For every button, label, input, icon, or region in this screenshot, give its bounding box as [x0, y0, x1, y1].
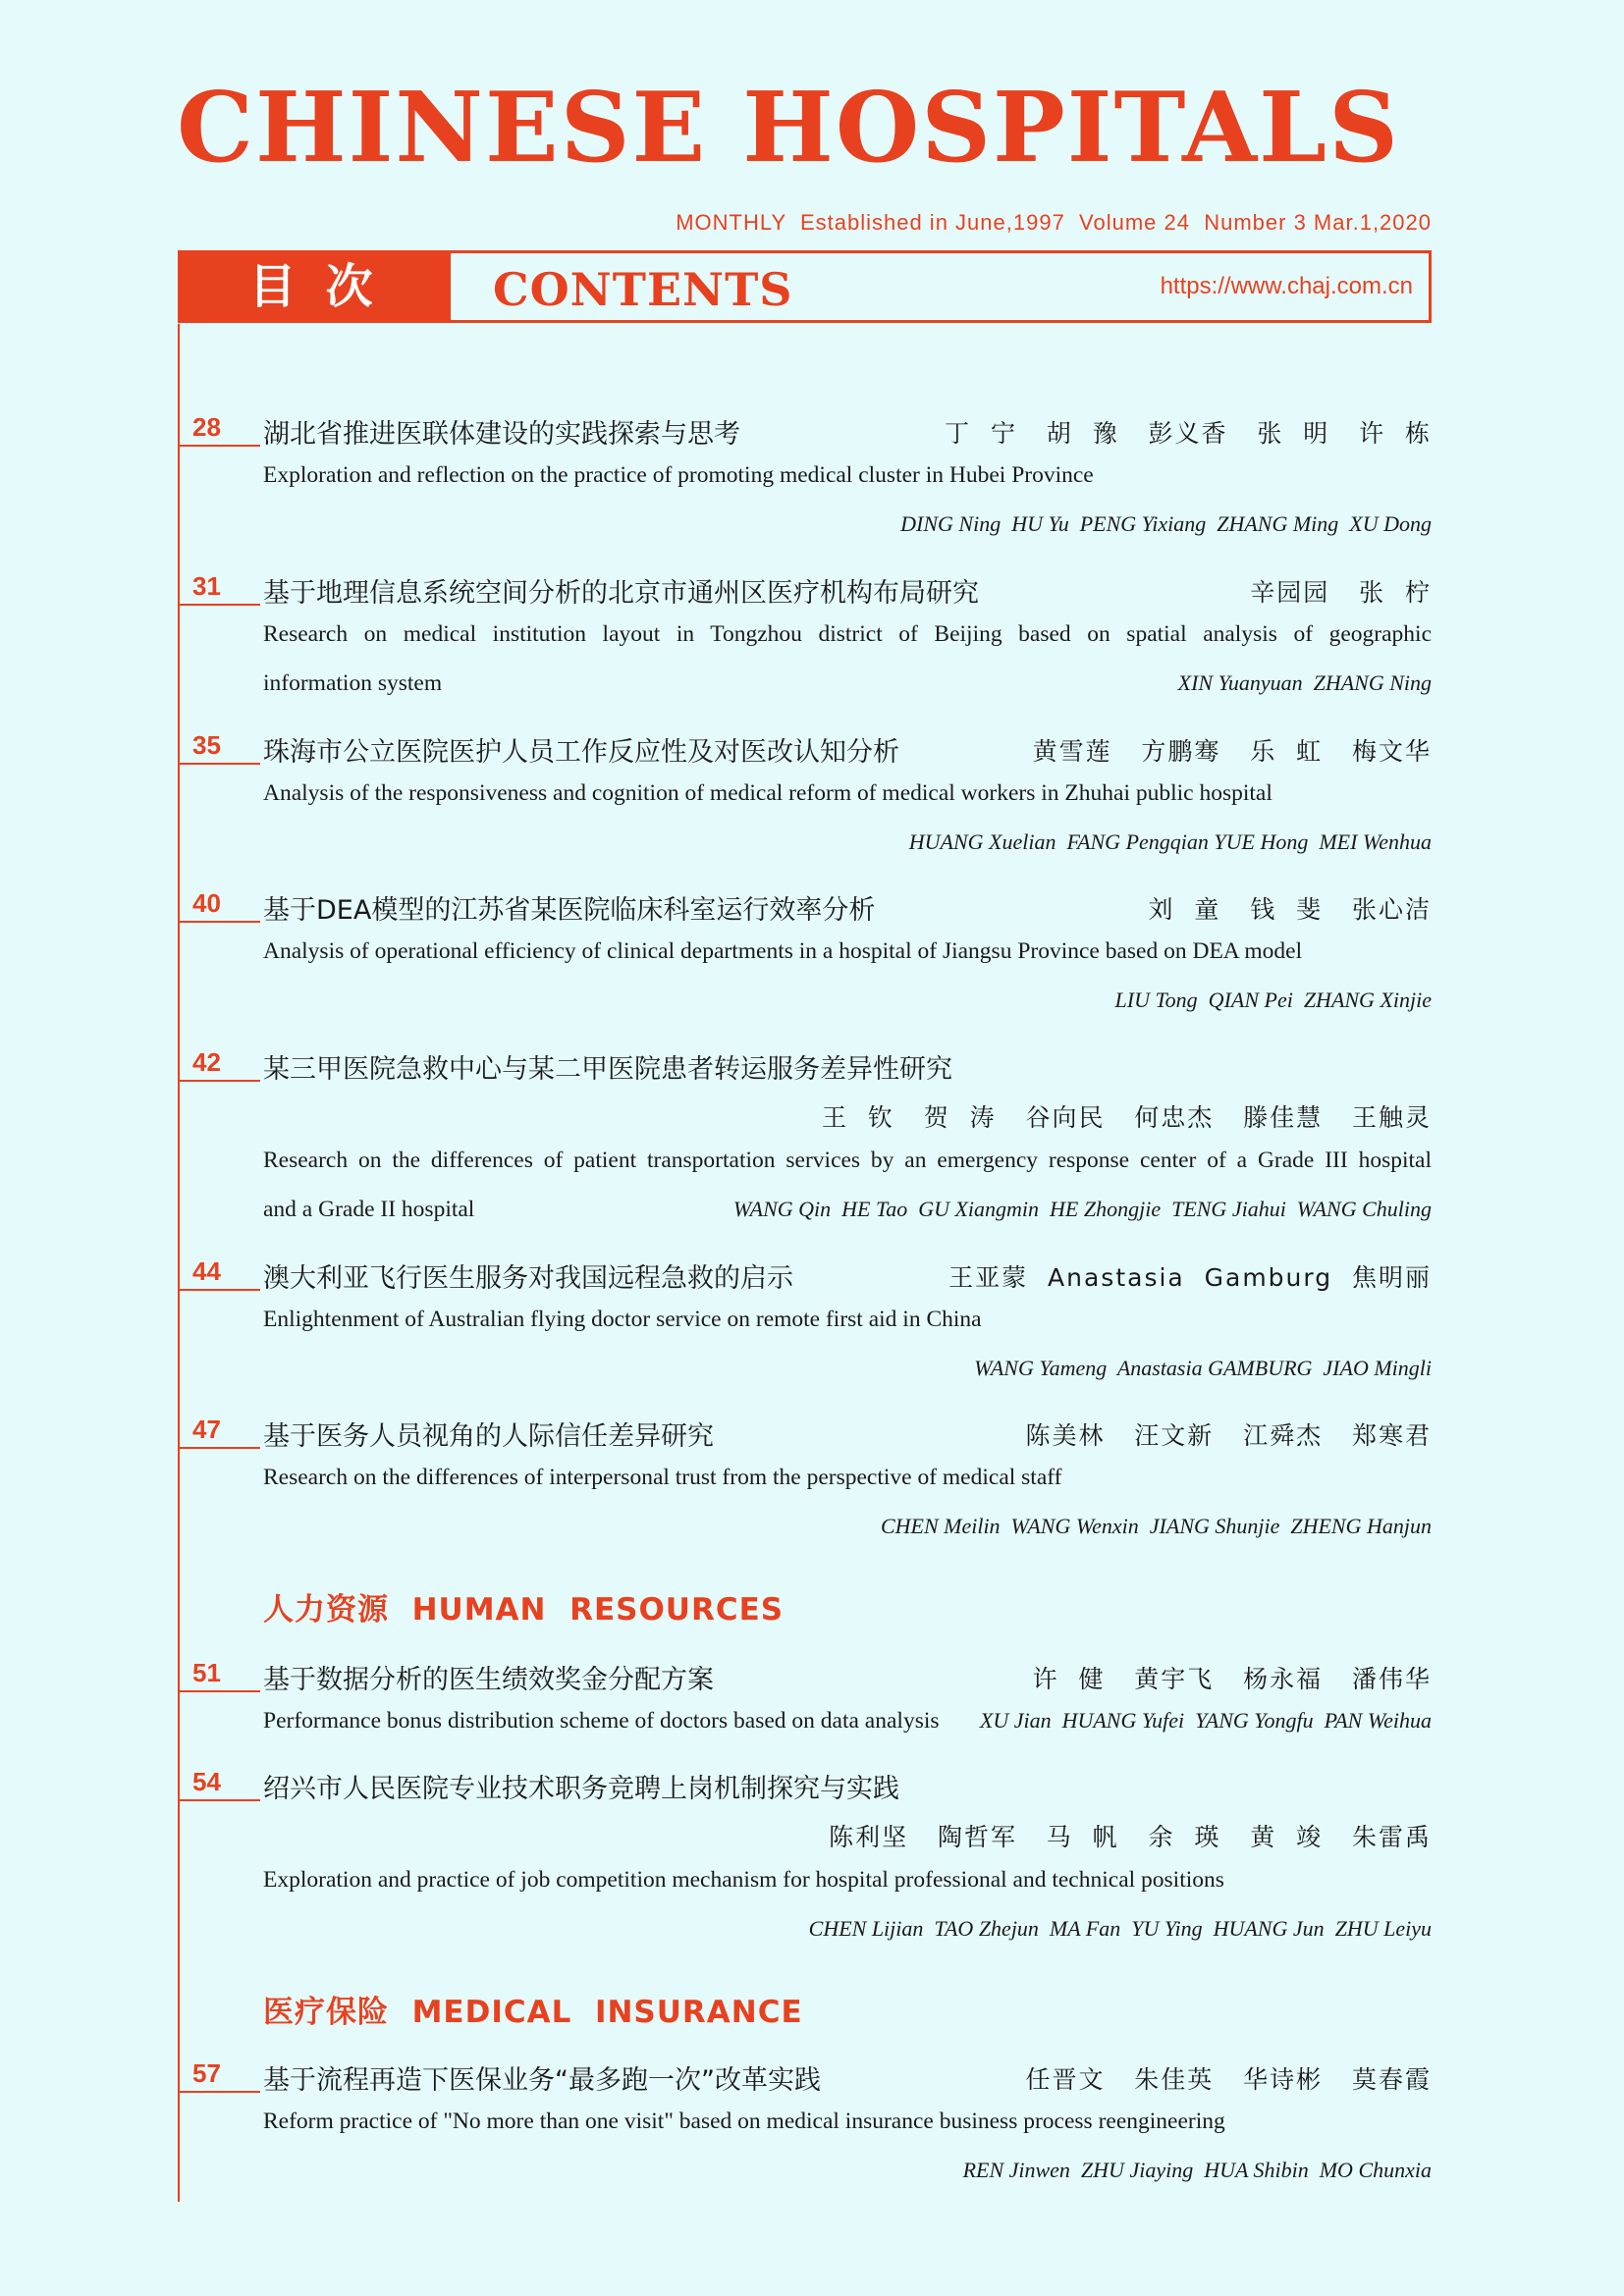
article-authors-en: CHEN Meilin WANG Wenxin JIANG Shunjie ZHENG Hanjun	[880, 1514, 1432, 1538]
page-number[interactable]: 54	[192, 1767, 221, 1796]
article-authors-en: REN Jinwen ZHU Jiaying HUA Shibin MO Chunxia	[962, 2158, 1432, 2182]
article-title-en[interactable]: Analysis of the responsiveness and cognition of medical reform of medical workers in Zhuhai public hospital	[263, 780, 1272, 806]
article-authors-en: XU Jian HUANG Yufei YANG Yongfu PAN Weihua	[979, 1708, 1432, 1733]
article-title-en-continued[interactable]: information system	[263, 670, 443, 696]
article-title-cn[interactable]: 珠海市公立医院医护人员工作反应性及对医改认知分析	[263, 737, 899, 768]
article-authors-cn: 辛园园 张 柠	[1250, 578, 1432, 607]
page-number[interactable]: 47	[192, 1415, 221, 1444]
page-number-rule	[180, 921, 260, 923]
article-authors-en: CHEN Lijian TAO Zhejun MA Fan YU Ying HUANG Jun ZHU Leiyu	[808, 1916, 1432, 1941]
page-number[interactable]: 57	[192, 2058, 221, 2088]
article-authors-en: WANG Qin HE Tao GU Xiangmin HE Zhongjie TENG Jiahui WANG Chuling	[732, 1197, 1432, 1221]
journal-website-link[interactable]: https://www.chaj.com.cn	[1160, 273, 1413, 299]
article-authors-cn: 王 钦 贺 涛 谷向民 何忠杰 滕佳慧 王触灵	[822, 1103, 1432, 1132]
article-authors-en: HUANG Xuelian FANG Pengqian YUE Hong MEI Wenhua	[908, 829, 1432, 854]
article-title-cn[interactable]: 基于DEA模型的江苏省某医院临床科室运行效率分析	[263, 895, 876, 926]
article-title-cn[interactable]: 某三甲医院急救中心与某二甲医院患者转运服务差异性研究	[263, 1054, 952, 1085]
page-number[interactable]: 40	[192, 888, 221, 918]
page-number-rule	[180, 1080, 260, 1082]
section-heading-human-resources: 人力资源 HUMAN RESOURCES	[263, 1592, 785, 1628]
article-authors-cn: 许 健 黄宇飞 杨永福 潘伟华	[1032, 1665, 1432, 1693]
article-title-en[interactable]: Analysis of operational efficiency of clinical departments in a hospital of Jiangsu Province based on DEA model	[263, 938, 1303, 964]
page-number-rule	[180, 604, 260, 606]
article-title-en[interactable]: Exploration and reflection on the practice of promoting medical cluster in Hubei Province	[263, 462, 1094, 488]
article-title-en[interactable]: Research on the differences of interpersonal trust from the perspective of medical staff	[263, 1465, 1062, 1490]
article-authors-en: WANG Yameng Anastasia GAMBURG JIAO Mingli	[974, 1356, 1432, 1380]
article-authors-cn: 丁 宁 胡 豫 彭义香 张 明 许 栋	[945, 419, 1432, 448]
banner-chinese-heading: 目次	[181, 253, 451, 320]
article-title-en[interactable]: Research on medical institution layout in Tongzhou district of Beijing based on spatial analysis of geographic	[263, 621, 1432, 647]
article-authors-en: XIN Yuanyuan ZHANG Ning	[1177, 670, 1432, 695]
section-heading-medical-insurance: 医疗保险 MEDICAL INSURANCE	[263, 1995, 803, 2030]
page-number-rule	[180, 2091, 260, 2093]
article-title-cn[interactable]: 绍兴市人民医院专业技术职务竞聘上岗机制探究与实践	[263, 1774, 899, 1804]
article-title-cn[interactable]: 湖北省推进医联体建设的实践探索与思考	[263, 419, 740, 450]
article-title-en[interactable]: Reform practice of "No more than one visit" based on medical insurance business process reengineering	[263, 2109, 1225, 2134]
page-number-rule	[180, 1690, 260, 1692]
article-title-en[interactable]: Research on the differences of patient transportation services by an emergency response center of a Grade III hospital	[263, 1148, 1432, 1173]
article-authors-cn: 王亚蒙 Anastasia Gamburg 焦明丽	[948, 1263, 1432, 1292]
article-title-en[interactable]: Exploration and practice of job competition mechanism for hospital professional and technical positions	[263, 1867, 1224, 1893]
page-number-rule	[180, 1447, 260, 1449]
page-number-rule	[180, 1799, 260, 1801]
article-title-cn[interactable]: 基于数据分析的医生绩效奖金分配方案	[263, 1665, 714, 1695]
publication-info: MONTHLY Established in June,1997 Volume 24 Number 3 Mar.1,2020	[676, 210, 1432, 235]
article-title-en-continued[interactable]: and a Grade II hospital	[263, 1197, 475, 1222]
contents-banner	[178, 250, 1432, 323]
article-authors-cn: 任晋文 朱佳英 华诗彬 莫春霞	[1025, 2065, 1432, 2094]
page-number[interactable]: 31	[192, 571, 221, 601]
page-number-rule	[180, 445, 260, 447]
page-number[interactable]: 42	[192, 1047, 221, 1077]
article-title-cn[interactable]: 基于流程再造下医保业务“最多跑一次”改革实践	[263, 2065, 821, 2096]
page-number-rule	[180, 1289, 260, 1291]
page-number[interactable]: 28	[192, 412, 221, 442]
article-title-en[interactable]: Enlightenment of Australian flying doctor service on remote first aid in China	[263, 1307, 982, 1332]
article-title-cn[interactable]: 基于地理信息系统空间分析的北京市通州区医疗机构布局研究	[263, 578, 979, 609]
article-authors-cn: 陈利坚 陶哲军 马 帆 余 瑛 黄 竣 朱雷禹	[829, 1823, 1432, 1851]
article-authors-cn: 刘 童 钱 斐 张心洁	[1148, 895, 1432, 924]
page-number[interactable]: 44	[192, 1256, 221, 1286]
article-authors-en: LIU Tong QIAN Pei ZHANG Xinjie	[1114, 988, 1432, 1012]
page-number[interactable]: 51	[192, 1658, 221, 1687]
article-authors-en: DING Ning HU Yu PENG Yixiang ZHANG Ming XU Dong	[900, 511, 1432, 536]
article-title-en[interactable]: Performance bonus distribution scheme of doctors based on data analysis	[263, 1708, 940, 1734]
page-number[interactable]: 35	[192, 730, 221, 760]
article-authors-cn: 陈美林 汪文新 江舜杰 郑寒君	[1025, 1421, 1432, 1450]
article-title-cn[interactable]: 基于医务人员视角的人际信任差异研究	[263, 1421, 714, 1452]
banner-english-heading: CONTENTS	[493, 263, 793, 316]
page-number-rule	[180, 763, 260, 765]
journal-masthead: CHINESE HOSPITALS	[177, 72, 1400, 185]
article-title-cn[interactable]: 澳大利亚飞行医生服务对我国远程急救的启示	[263, 1263, 793, 1294]
article-authors-cn: 黄雪莲 方鹏骞 乐 虹 梅文华	[1032, 737, 1432, 766]
